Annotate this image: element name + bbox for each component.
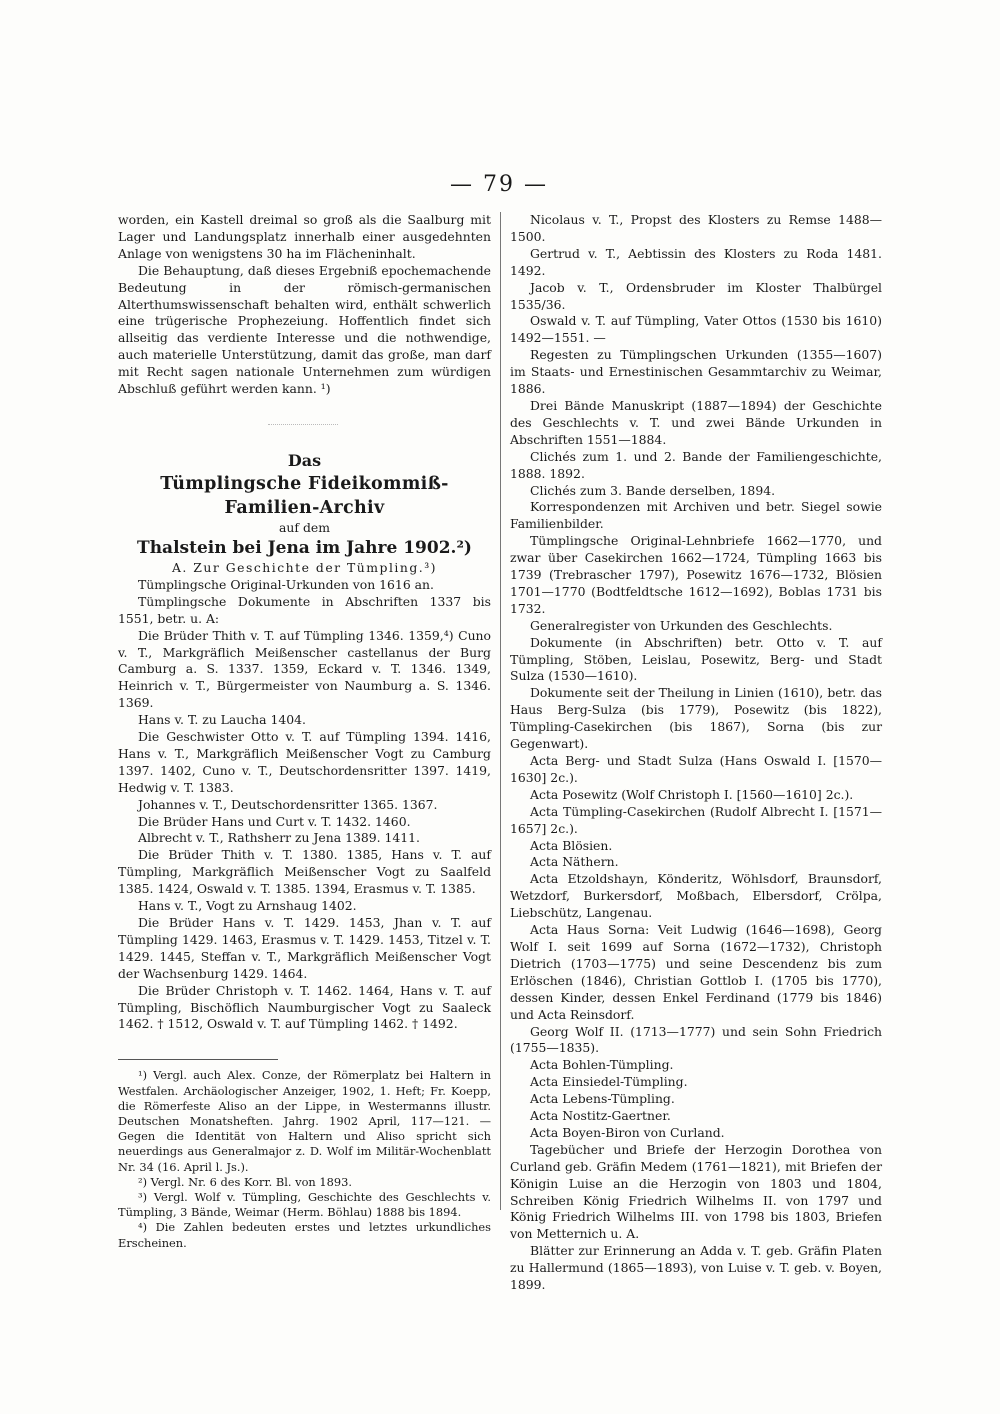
archive-entry: Acta Berg- und Stadt Sulza (Hans Oswald I. [1570—1630] 2c.). <box>510 753 882 785</box>
archive-entry: Nicolaus v. T., Propst des Klosters zu Remse 1488—1500. <box>510 212 882 244</box>
archive-entry: Hans v. T., Vogt zu Arnshaug 1402. <box>138 898 357 914</box>
heading-title: Tümplingsche Fideikommiß-Familien-Archiv <box>160 473 449 518</box>
footnote: ⁴) Die Zahlen bedeuten erstes und letztes urkundliches Erscheinen. <box>118 1220 491 1250</box>
archive-entry: Die Brüder Christoph v. T. 1462. 1464, Hans v. T. auf Tümpling, Bischöflich Naumburgischer Vogt zu Saaleck 1462. † 1512, Oswald v. T. auf Tümpling 1462. † 1492. <box>118 982 491 1032</box>
archive-entry: Die Brüder Hans und Curt v. T. 1432. 1460. <box>138 813 411 829</box>
footnote-rule <box>118 1059 278 1060</box>
right-column <box>510 212 882 1294</box>
archive-entry: Blätter zur Erinnerung an Adda v. T. geb. Gräfin Platen zu Hallermund (1865—1893), von Luise v. T. geb. v. Boyen, 1899. <box>510 1243 882 1293</box>
archive-entry: Acta Posewitz (Wolf Christoph I. [1560—1610] 2c.). <box>530 786 854 802</box>
archive-entry: Tümplingsche Original-Urkunden von 1616 an. <box>138 576 434 592</box>
archive-entry: Die Brüder Thith v. T. auf Tümpling 1346. 1359,⁴) Cuno v. T., Markgräflich Meißenscher castellanus der Burg Camburg a. S. 1337. 1359, Eckard v. T. 1346. 1349, Heinrich v. T., Bürgermeister von Naumburg a. S. 1346. 1369. <box>118 627 491 711</box>
archive-entry: Die Brüder Hans v. T. 1429. 1453, Jhan v. T. auf Tümpling 1429. 1463, Erasmus v. T. 1429. 1453, Titzel v. T. 1429. 1445, Steffan v. T., Markgräflich Meißenscher Vogt der Wachsenburg 1429. 1464. <box>118 915 491 981</box>
archive-entry: Tümplingsche Original-Lehnbriefe 1662—1770, und zwar über Casekirchen 1662—1724, Tümpling 1663 bis 1739 (Trebrascher 1797), Posewitz 1676—1732, Blösien 1701—1770 (Bodtfeldtsche 1612—1692), Boblas 1731 bis 1732. <box>510 533 882 616</box>
left-column <box>118 212 491 1251</box>
archive-entry: Dokumente (in Abschriften) betr. Otto v. T. auf Tümpling, Stöben, Leislau, Posewitz, Berg- und Stadt Sulza (1530—1610). <box>510 634 882 684</box>
section-separator <box>118 398 491 450</box>
page-number: — 79 — <box>450 172 548 197</box>
archive-entry: Acta Tümpling-Casekirchen (Rudolf Albrecht I. [1571—1657] 2c.). <box>510 803 882 836</box>
archive-entry: Jacob v. T., Ordensbruder im Kloster Thalbürgel 1535/36. <box>510 279 882 312</box>
archive-entry: Gertrud v. T., Aebtissin des Klosters zu Roda 1481. 1492. <box>510 245 882 278</box>
heading-article: Das <box>287 450 322 470</box>
intro-paragraph: worden, ein Kastell dreimal so groß als die Saalburg mit Lager und Landungsplatz innerhalb einer ausgedehnten Anlage von wenigstens 30 ha im Flächeninhalt. <box>118 212 491 261</box>
footnote: ³) Vergl. Wolf v. Tümpling, Geschichte des Geschlechts v. Tümpling, 3 Bände, Weimar (Herm. Böhlau) 1888 bis 1894. <box>118 1189 491 1220</box>
archive-entry: Acta Bohlen-Tümpling. <box>530 1057 674 1073</box>
archive-entry: Georg Wolf II. (1713—1777) und sein Sohn Friedrich (1755—1835). <box>510 1023 882 1056</box>
archive-entry: Clichés zum 1. und 2. Bande der Familiengeschichte, 1888. 1892. <box>510 448 882 481</box>
footnote: ²) Vergl. Nr. 6 des Korr. Bl. von 1893. <box>138 1174 352 1189</box>
archive-entry: Acta Lebens-Tümpling. <box>530 1091 675 1107</box>
archive-entry: Acta Einsiedel-Tümpling. <box>530 1074 688 1090</box>
archive-entry: Oswald v. T. auf Tümpling, Vater Ottos (1530 bis 1610) 1492—1551. — <box>510 313 882 346</box>
archive-entry: Generalregister von Urkunden des Geschlechts. <box>530 617 833 633</box>
archive-entry: Regesten zu Tümplingschen Urkunden (1355—1607) im Staats- und Ernestinischen Gesammtarchiv zu Weimar, 1886. <box>510 347 882 397</box>
archive-entry: Tümplingsche Dokumente in Abschriften 1337 bis 1551, betr. u. A: <box>118 593 491 626</box>
intro-paragraph: Die Behauptung, daß dieses Ergebniß epochemachende Bedeutung in der römisch-germanischen Alterthumswissenschaft behalten wird, enthält schwerlich eine trügerische Prophezeiung. Hoffentlich findet sich allseitig das verdiente Interesse und die nothwendige, auch materielle Unterstützung, damit das große, man darf mit Recht sagen nationale Unternehmen zum würdigen Abschluß geführt werden kann. ¹) <box>118 262 491 397</box>
archive-entry: Drei Bände Manuskript (1887—1894) der Geschichte des Geschlechts v. T. und zwei Bände Urkunden in Abschriften 1551—1884. <box>510 397 882 447</box>
column-divider <box>500 212 501 1210</box>
archive-entry: Acta Blösien. <box>530 837 613 853</box>
archive-entry: Johannes v. T., Deutschordensritter 1365. 1367. <box>138 796 438 812</box>
archive-entry: Acta Haus Sorna: Veit Ludwig (1646—1698), Georg Wolf I. seit 1699 auf Sorna (1672—1732), Christoph Dietrich (1703—1775) und seine Descendenz bis zum Erlöschen (1846), Christian Gottlob I. (1705 bis 1770), dessen Kinder, dessen Enkel Ferdinand (1779 bis 1846) und Acta Reinsdorf. <box>510 922 882 1022</box>
archive-entry: Korrespondenzen mit Archiven und betr. Siegel sowie Familienbilder. <box>510 499 882 532</box>
archive-entry: Die Brüder Thith v. T. 1380. 1385, Hans v. T. auf Tümpling, Markgräflich Meißenscher Vogt zu Saalfeld 1385. 1424, Oswald v. T. 1385. 1394, Erasmus v. T. 1385. <box>118 847 491 897</box>
footnote: ¹) Vergl. auch Alex. Conze, der Römerplatz bei Haltern in Westfalen. Archäologischer Anzeiger, 1902, 1. Heft; Fr. Koepp, die Römerfeste Aliso an der Lippe, in Westermanns illustr. Deutschen Monatsheften. Jahrg. 1902 April, 117—121. — Gegen die Identität von Haltern und Aliso spricht sich neuerdings aus Generalmajor z. D. Wolf im Militär-Wochenblatt Nr. 34 (16. April l. Js.). <box>118 1068 491 1174</box>
archive-entry: Acta Boyen-Biron von Curland. <box>530 1124 725 1140</box>
archive-entry: Acta Näthern. <box>530 854 619 870</box>
archive-entry: Dokumente seit der Theilung in Linien (1610), betr. das Haus Berg-Sulza (bis 1779), Posewitz (bis 1822), Tümpling-Casekirchen (bis 1867), Sorna (bis zur Gegenwart). <box>510 685 882 752</box>
archive-entry: Acta Nostitz-Gaertner. <box>530 1108 671 1124</box>
footnotes <box>118 1068 491 1250</box>
archive-entry: Die Geschwister Otto v. T. auf Tümpling 1394. 1416, Hans v. T., Markgräflich Meißenscher Vogt zu Camburg 1397. 1402, Cuno v. T., Deutschordensritter 1397. 1419, Hedwig v. T. 1383. <box>118 729 491 795</box>
archive-entry: Tagebücher und Briefe der Herzogin Dorothea von Curland geb. Gräfin Medem (1761—1821), mit Briefen der Königin Luise an die Herzogin von 1803 und 1804, Schreiben König Friedrich Wilhelms II. von 1797 und König Friedrich Wilhelms III. von 1798 bis 1803, Briefen von Metternich u. A. <box>510 1141 882 1242</box>
archive-entry: Hans v. T. zu Laucha 1404. <box>138 712 306 728</box>
heading-auf-dem: auf dem <box>279 519 330 535</box>
heading-place: Thalstein bei Jena im Jahre 1902.²) <box>137 537 472 558</box>
section-a-heading: A. Zur Geschichte der Tümpling.³) <box>171 559 438 575</box>
archive-entry: Acta Etzoldshayn, Könderitz, Wöhlsdorf, Braunsdorf, Wetzdorf, Burkersdorf, Moßbach, Elbersdorf, Crölpa, Liebschütz, Langenau. <box>510 871 882 921</box>
archive-entry: Clichés zum 3. Bande derselben, 1894. <box>530 482 776 498</box>
archive-entry: Albrecht v. T., Rathsherr zu Jena 1389. 1411. <box>138 830 420 846</box>
